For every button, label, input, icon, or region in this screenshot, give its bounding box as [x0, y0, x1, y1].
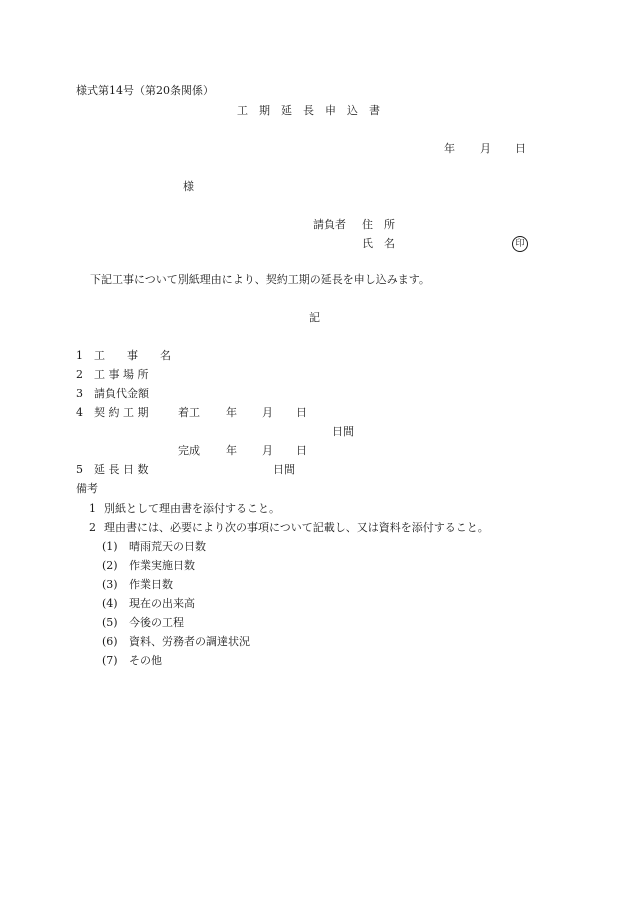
remarks-heading: 備考	[76, 482, 98, 495]
subitem-5-number: (5)	[102, 616, 118, 629]
item-2-number: 2	[76, 368, 83, 381]
note-1-number: 1	[89, 502, 96, 515]
subitem-4-text: 現在の出来高	[129, 597, 195, 610]
ki-heading: 記	[309, 311, 320, 324]
subitem-6-text: 資料、労務者の調達状況	[129, 635, 250, 648]
subitem-3-number: (3)	[102, 578, 118, 591]
item-3-number: 3	[76, 387, 83, 400]
item-4-label: 契 約 工 期	[94, 406, 149, 419]
subitem-3-text: 作業日数	[129, 578, 173, 591]
subitem-2-number: (2)	[102, 559, 118, 572]
item-5-label: 延 長 日 数	[94, 463, 149, 476]
item-4-end-month: 月	[262, 444, 273, 457]
document-title: 工 期 延 長 申 込 書	[237, 104, 380, 117]
subitem-1-number: (1)	[102, 540, 118, 553]
name-label: 氏 名	[362, 237, 395, 250]
form-reference: 様式第14号（第20条関係）	[76, 84, 214, 97]
address-label: 住 所	[362, 218, 395, 231]
item-4-number: 4	[76, 406, 83, 419]
intro-text: 下記工事について別紙理由により、契約工期の延長を申し込みます。	[90, 273, 430, 286]
date-month: 月	[480, 142, 491, 155]
date-year: 年	[444, 142, 455, 155]
note-1-text: 別紙として理由書を添付すること。	[104, 502, 280, 515]
subitem-2-text: 作業実施日数	[129, 559, 195, 572]
subitem-5-text: 今後の工程	[129, 616, 184, 629]
subitem-1-text: 晴雨荒天の日数	[129, 540, 206, 553]
seal-mark: 印	[512, 236, 528, 252]
subitem-7-text: その他	[129, 654, 162, 667]
addressee-suffix: 様	[183, 180, 194, 193]
item-4-end-year: 年	[226, 444, 237, 457]
item-4-start-year: 年	[226, 406, 237, 419]
applicant-role: 請負者	[313, 218, 346, 231]
note-2-text: 理由書には、必要により次の事項について記載し、又は資料を添付すること。	[104, 521, 489, 534]
item-3-label: 請負代金額	[94, 387, 149, 400]
item-4-start-label: 着工	[178, 406, 200, 419]
subitem-4-number: (4)	[102, 597, 118, 610]
item-5-number: 5	[76, 463, 83, 476]
item-4-start-day: 日	[296, 406, 307, 419]
item-1-number: 1	[76, 349, 83, 362]
subitem-7-number: (7)	[102, 654, 118, 667]
item-1-label: 工 事 名	[94, 349, 171, 362]
item-4-end-day: 日	[296, 444, 307, 457]
date-day: 日	[515, 142, 526, 155]
item-4-days: 日間	[332, 425, 354, 438]
item-5-days: 日間	[273, 463, 295, 476]
note-2-number: 2	[89, 521, 96, 534]
item-4-start-month: 月	[262, 406, 273, 419]
subitem-6-number: (6)	[102, 635, 118, 648]
item-2-label: 工 事 場 所	[94, 368, 149, 381]
item-4-end-label: 完成	[178, 444, 200, 457]
